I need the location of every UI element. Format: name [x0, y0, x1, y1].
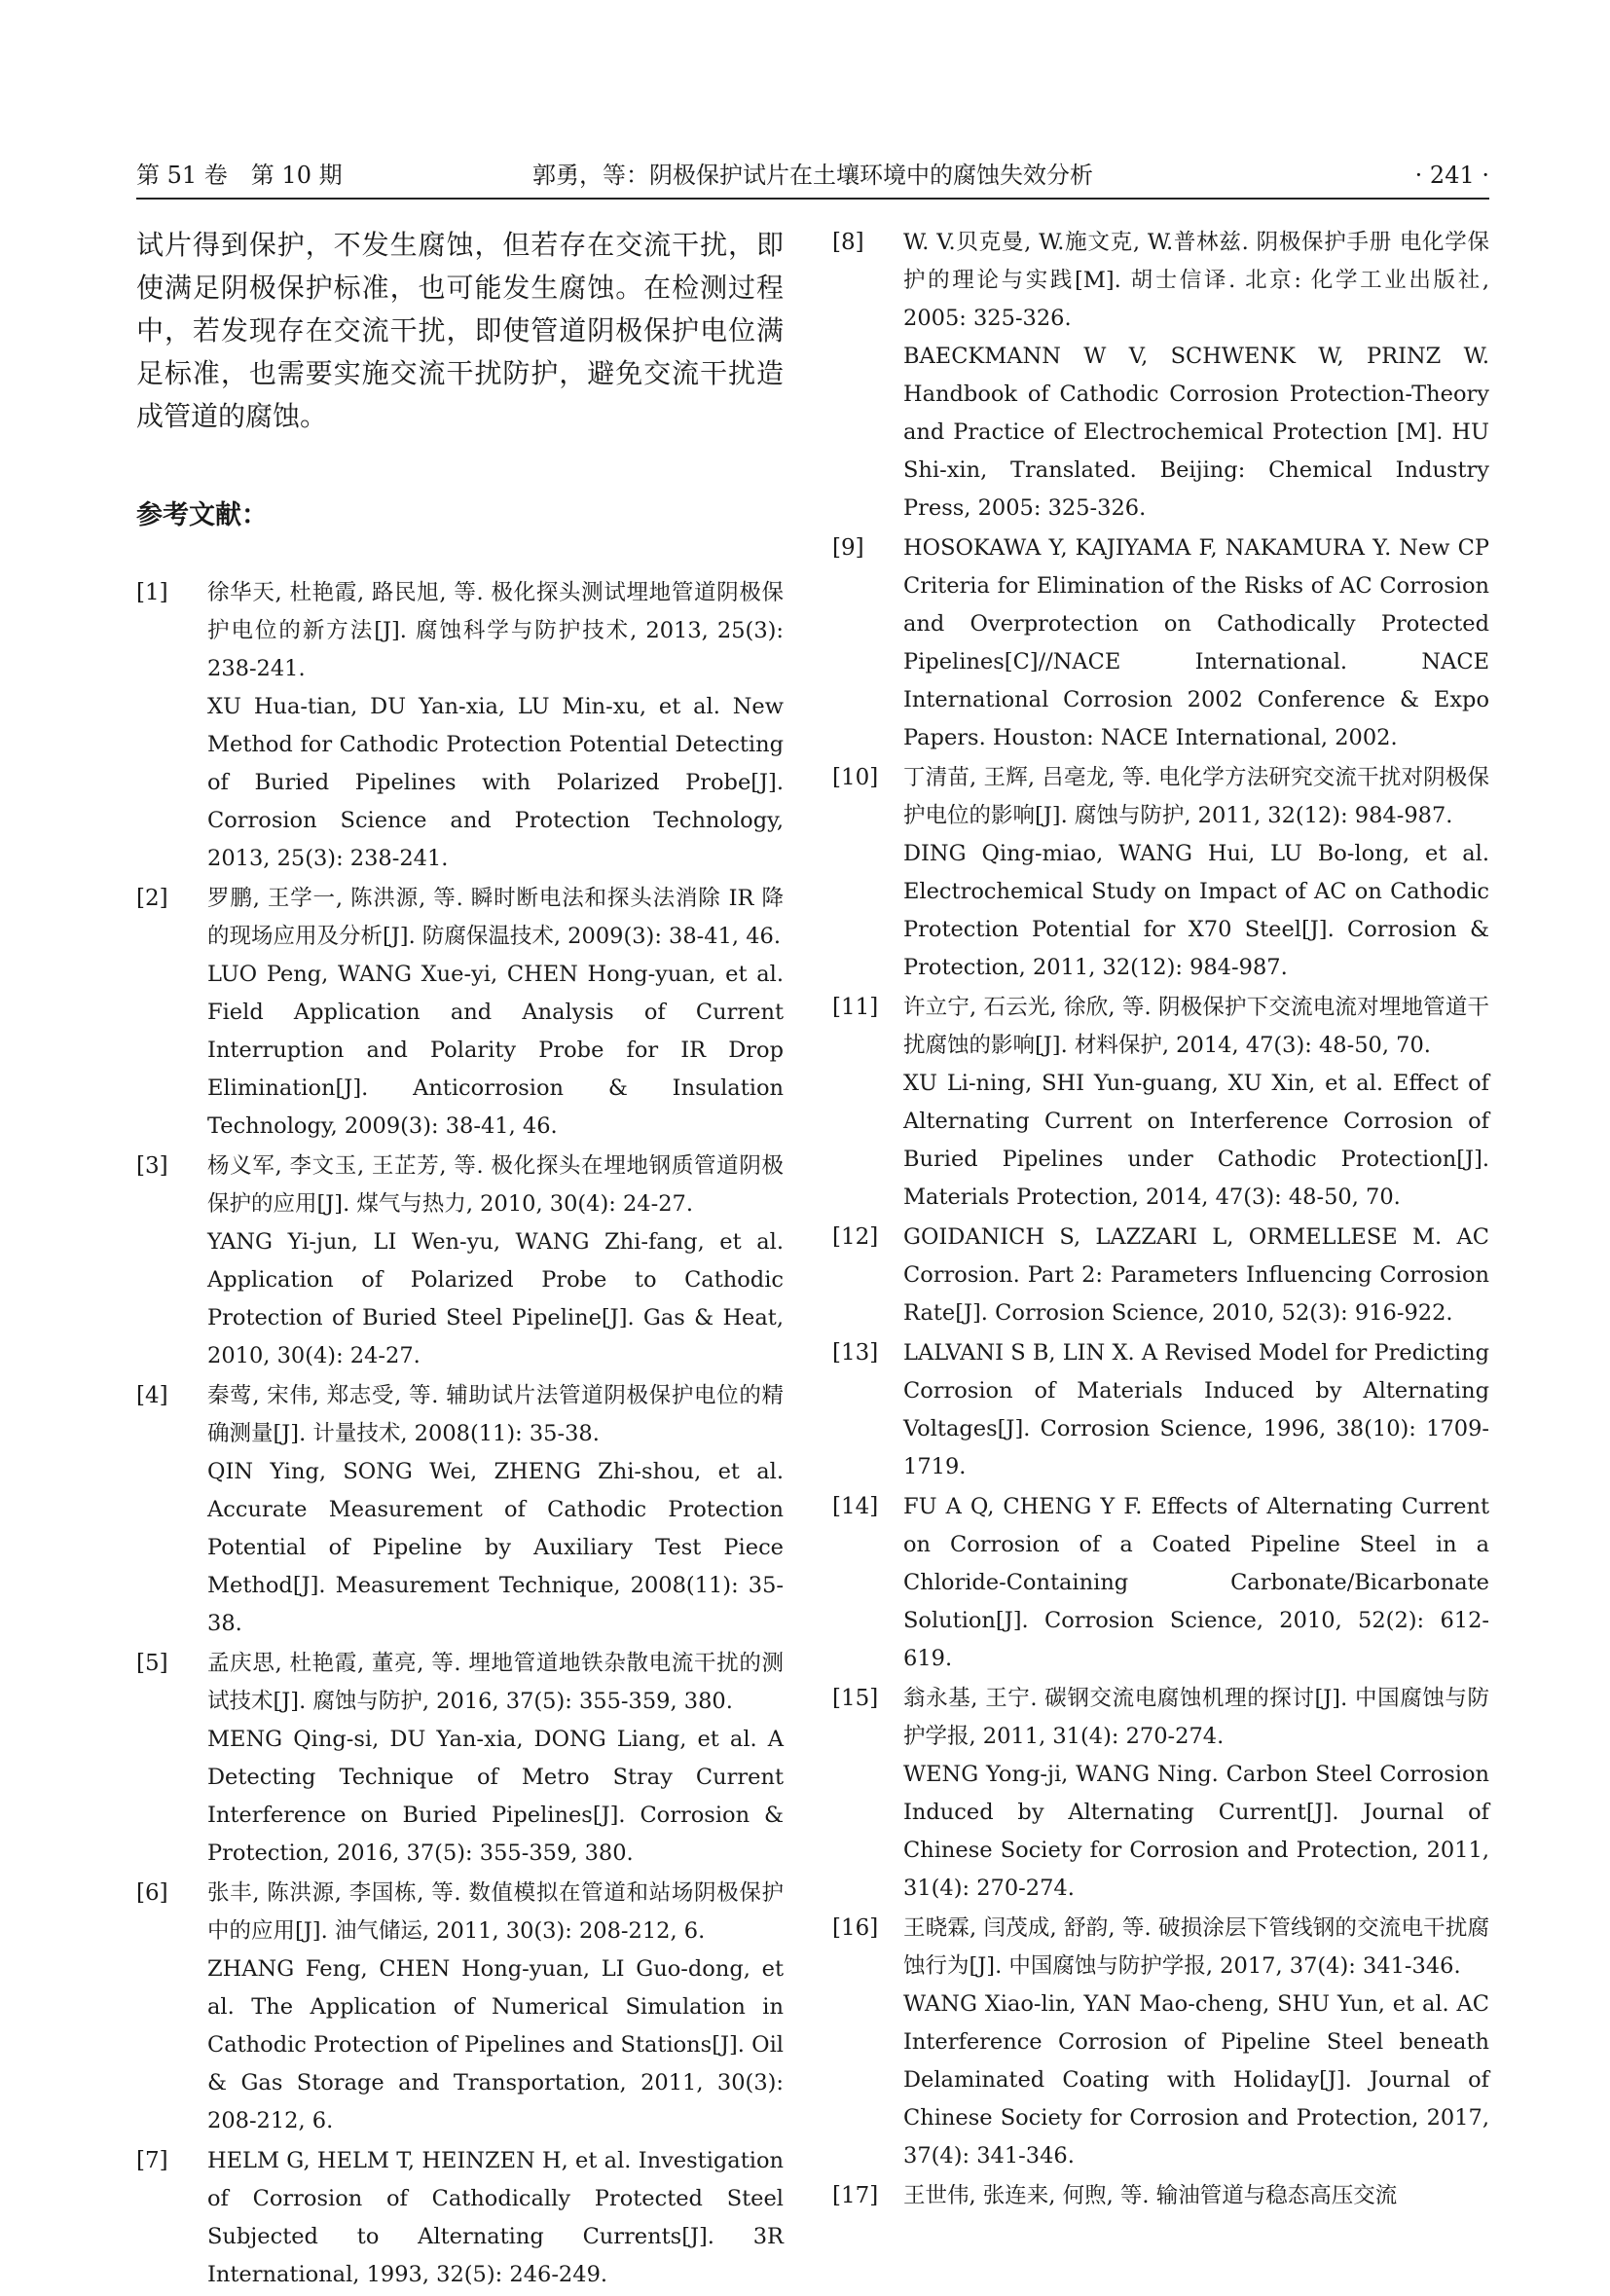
reference-text-chinese: 张丰, 陈洪源, 李国栋, 等. 数值模拟在管道和站场阴极保护中的应用[J]. 油气储运, 2011, 30(3): 208-212, 6. [207, 1880, 784, 1944]
reference-item [136, 1645, 784, 1873]
reference-item [136, 1377, 784, 1643]
reference-text-english: GOIDANICH S, LAZZARI L, ORMELLESE M. AC Corrosion. Part 2: Parameters Influencing Corrosion Rate[J]. Corrosion Science, 2010, 52(3): 916-922. [903, 1224, 1489, 1326]
reference-number: [16] [832, 1915, 879, 1941]
reference-item [832, 1680, 1489, 1908]
reference-number: [8] [832, 230, 864, 255]
reference-number: [10] [832, 765, 879, 790]
reference-text-chinese: 王晓霖, 闫茂成, 舒韵, 等. 破损涂层下管线钢的交流电干扰腐蚀行为[J]. 中国腐蚀与防护学报, 2017, 37(4): 341-346. [903, 1915, 1489, 1979]
reference-number: [7] [136, 2148, 168, 2173]
reference-text-english: QIN Ying, SONG Wei, ZHENG Zhi-shou, et al. Accurate Measurement of Cathodic Protection Potential of Pipeline by Auxiliary Test Piece Method[J]. Measurement Technique, 2008(11): 35-38. [207, 1459, 784, 1636]
reference-number: [14] [832, 1494, 879, 1519]
reference-text-chinese: 孟庆思, 杜艳霞, 董亮, 等. 埋地管道地铁杂散电流干扰的测试技术[J]. 腐蚀与防护, 2016, 37(5): 355-359, 380. [207, 1651, 784, 1714]
reference-text-chinese: 罗鹏, 王学一, 陈洪源, 等. 瞬时断电法和探头法消除 IR 降的现场应用及分析[J]. 防腐保温技术, 2009(3): 38-41, 46. [207, 886, 784, 949]
reference-text-english: LALVANI S B, LIN X. A Revised Model for Predicting Corrosion of Materials Induced by Alternating Voltages[J]. Corrosion Science, 1996, 38(10): 1709-1719. [903, 1340, 1489, 1479]
reference-number: [12] [832, 1224, 879, 1250]
references-heading: 参考文献： [136, 500, 268, 530]
reference-list-left [136, 574, 784, 2294]
reference-text-chinese: W. V.贝克曼, W.施文克, W.普林兹. 阴极保护手册 电化学保护的理论与实践[M]. 胡士信译. 北京: 化学工业出版社, 2005: 325-326. [903, 230, 1489, 331]
reference-text-chinese: 王世伟, 张连来, 何煦, 等. 输油管道与稳态高压交流 [903, 2183, 1398, 2208]
reference-item [832, 529, 1489, 757]
reference-text-english: FU A Q, CHENG Y F. Effects of Alternating Current on Corrosion of a Coated Pipeline Steel in a Chloride-Containing Carbonate/Bicarbonate Solution[J]. Corrosion Science, 2010, 52(2): 612-619. [903, 1494, 1489, 1671]
reference-number: [2] [136, 886, 168, 911]
reference-item [832, 1910, 1489, 2175]
header-rule [136, 198, 1489, 200]
reference-text-english: LUO Peng, WANG Xue-yi, CHEN Hong-yuan, et al. Field Application and Analysis of Current Interruption and Polarity Probe for IR Drop Elimination[J]. Anticorrosion & Insulation Technology, 2009(3): 38-41, 46. [207, 962, 784, 1139]
reference-item [832, 224, 1489, 528]
reference-text-english: BAECKMANN W V, SCHWENK W, PRINZ W. Handbook of Cathodic Corrosion Protection-Theory and Practice of Electrochemical Protection [M]. HU Shi-xin, Translated. Beijing: Chemical Industry Press, 2005: 325-326. [903, 344, 1489, 521]
journal-volume-issue: 第 51 卷 第 10 期 [136, 162, 343, 189]
reference-text-chinese: 丁清苗, 王辉, 吕亳龙, 等. 电化学方法研究交流干扰对阴极保护电位的影响[J]. 腐蚀与防护, 2011, 32(12): 984-987. [903, 765, 1489, 828]
reference-text-english: XU Li-ning, SHI Yun-guang, XU Xin, et al. Effect of Alternating Current on Interference Corrosion of Buried Pipelines under Cathodic Protection[J]. Materials Protection, 2014, 47(3): 48-50, 70. [903, 1071, 1489, 1210]
reference-text-english: ZHANG Feng, CHEN Hong-yuan, LI Guo-dong, et al. The Application of Numerical Simulation in Cathodic Protection of Pipelines and Stations[J]. Oil & Gas Storage and Transportation, 2011, 30(3): 208-212, 6. [207, 1956, 784, 2133]
reference-text-chinese: 杨义军, 李文玉, 王芷芳, 等. 极化探头在埋地钢质管道阴极保护的应用[J]. 煤气与热力, 2010, 30(4): 24-27. [207, 1153, 784, 1217]
left-column [136, 224, 784, 2296]
reference-text-english: WANG Xiao-lin, YAN Mao-cheng, SHU Yun, et al. AC Interference Corrosion of Pipeline Steel beneath Delaminated Coating with Holiday[J]. Journal of Chinese Society for Corrosion and Protection, 2017, 37(4): 341-346. [903, 1991, 1489, 2168]
reference-text-chinese: 翁永基, 王宁. 碳钢交流电腐蚀机理的探讨[J]. 中国腐蚀与防护学报, 2011, 31(4): 270-274. [903, 1686, 1489, 1749]
reference-number: [3] [136, 1153, 168, 1179]
reference-item [832, 2177, 1489, 2215]
reference-number: [1] [136, 580, 168, 605]
reference-item [832, 1219, 1489, 1332]
reference-text-english: HOSOKAWA Y, KAJIYAMA F, NAKAMURA Y. New CP Criteria for Elimination of the Risks of AC Corrosion and Overprotection on Cathodically Protected Pipelines[C]//NACE International. NACE International Corrosion 2002 Conference & Expo Papers. Houston: NACE International, 2002. [903, 535, 1489, 750]
reference-item [832, 1488, 1489, 1678]
reference-text-chinese: 许立宁, 石云光, 徐欣, 等. 阴极保护下交流电流对埋地管道干扰腐蚀的影响[J]. 材料保护, 2014, 47(3): 48-50, 70. [903, 995, 1489, 1058]
reference-text-english: XU Hua-tian, DU Yan-xia, LU Min-xu, et al. New Method for Cathodic Protection Potential Detecting of Buried Pipelines with Polarized Probe[J]. Corrosion Science and Protection Technology, 2013, 25(3): 238-241. [207, 694, 784, 871]
reference-number: [13] [832, 1340, 879, 1366]
reference-item [136, 880, 784, 1146]
reference-number: [9] [832, 535, 864, 561]
reference-list-right [832, 224, 1489, 2215]
reference-item [832, 759, 1489, 987]
reference-item [136, 574, 784, 878]
reference-item [136, 1148, 784, 1375]
reference-number: [4] [136, 1383, 168, 1408]
reference-text-english: DING Qing-miao, WANG Hui, LU Bo-long, et al. Electrochemical Study on Impact of AC on Cathodic Protection Potential for X70 Steel[J]. Corrosion & Protection, 2011, 32(12): 984-987. [903, 841, 1489, 980]
running-header [136, 156, 1489, 195]
reference-text-english: HELM G, HELM T, HEINZEN H, et al. Investigation of Corrosion of Cathodically Protected Steel Subjected to Alternating Currents[J]. 3R International, 1993, 32(5): 246-249. [207, 2148, 784, 2287]
reference-item [136, 2142, 784, 2294]
reference-text-english: WENG Yong-ji, WANG Ning. Carbon Steel Corrosion Induced by Alternating Current[J]. Journal of Chinese Society for Corrosion and Protection, 2011, 31(4): 270-274. [903, 1762, 1489, 1901]
reference-number: [11] [832, 995, 879, 1020]
reference-item [136, 1875, 784, 2140]
reference-text-chinese: 秦莺, 宋伟, 郑志受, 等. 辅助试片法管道阴极保护电位的精确测量[J]. 计量技术, 2008(11): 35-38. [207, 1383, 784, 1446]
reference-number: [5] [136, 1651, 168, 1676]
right-column [832, 224, 1489, 2217]
reference-number: [17] [832, 2183, 879, 2208]
reference-number: [6] [136, 1880, 168, 1906]
reference-text-english: MENG Qing-si, DU Yan-xia, DONG Liang, et al. A Detecting Technique of Metro Stray Current Interference on Buried Pipelines[J]. Corrosion & Protection, 2016, 37(5): 355-359, 380. [207, 1727, 784, 1866]
reference-text-english: YANG Yi-jun, LI Wen-yu, WANG Zhi-fang, et al. Application of Polarized Probe to Cathodic Protection of Buried Steel Pipeline[J]. Gas & Heat, 2010, 30(4): 24-27. [207, 1229, 784, 1368]
article-running-title: 郭勇，等：阴极保护试片在土壤环境中的腐蚀失效分析 [532, 162, 1093, 189]
reference-number: [15] [832, 1686, 879, 1711]
reference-item [832, 1334, 1489, 1486]
reference-text-chinese: 徐华天, 杜艳霞, 路民旭, 等. 极化探头测试埋地管道阴极保护电位的新方法[J]. 腐蚀科学与防护技术, 2013, 25(3): 238-241. [207, 580, 784, 681]
intro-paragraph: 试片得到保护，不发生腐蚀，但若存在交流干扰，即使满足阴极保护标准，也可能发生腐蚀。在检测过程中，若发现存在交流干扰，即使管道阴极保护电位满足标准，也需要实施交流干扰防护，避免交流干扰造成管道的腐蚀。 [136, 229, 784, 432]
reference-item [832, 989, 1489, 1217]
page-number: · 241 · [1414, 162, 1489, 189]
